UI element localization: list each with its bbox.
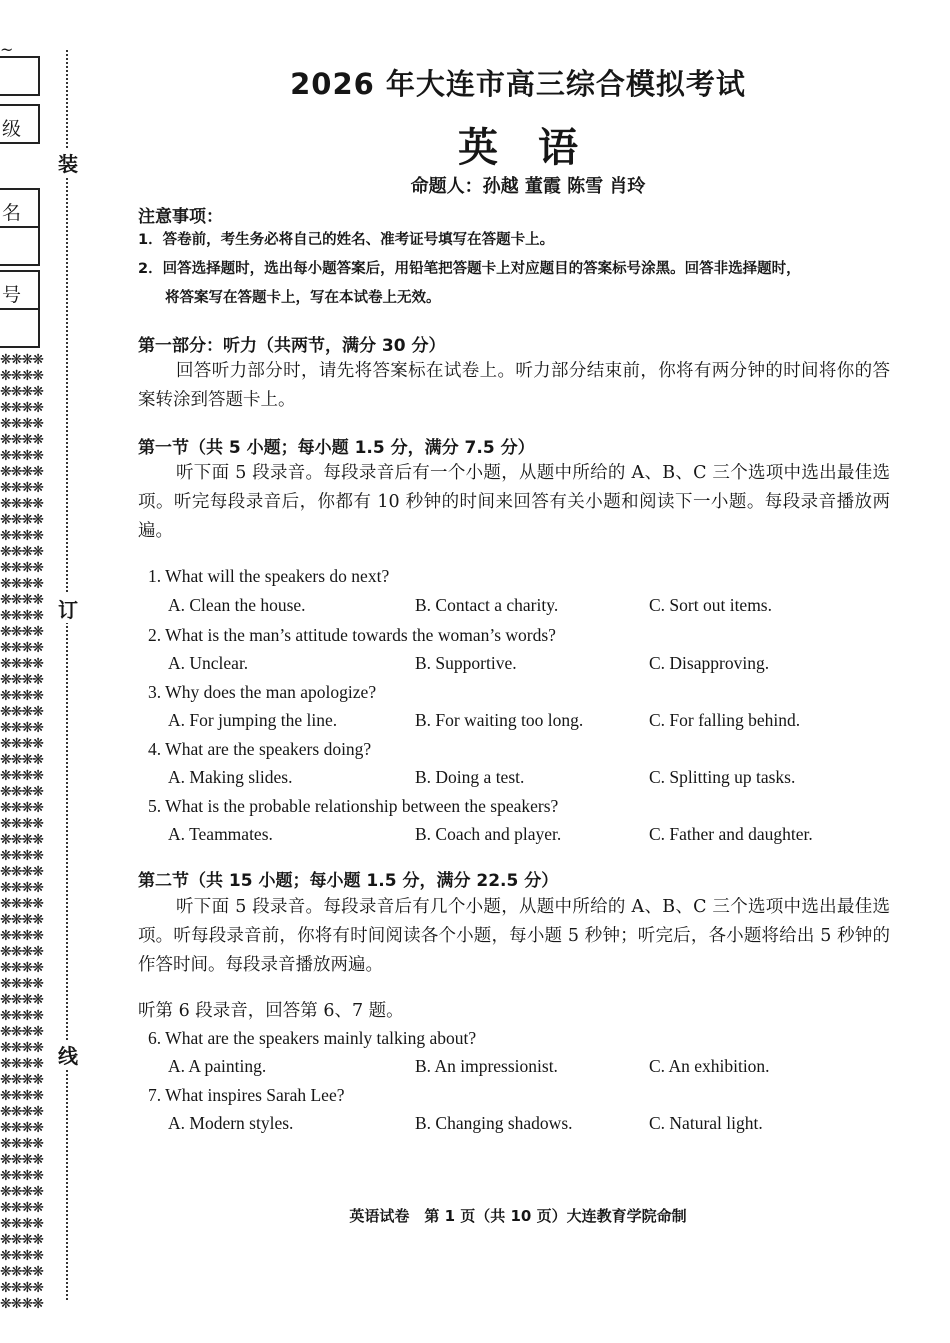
part1-heading: 第一部分：听力（共两节，满分 30 分） — [138, 336, 446, 356]
q2-option-a: A. Unclear. — [168, 653, 249, 673]
authors-line: 命题人：孙越 董霞 陈雪 肖玲 — [410, 176, 646, 197]
q5-option-a: A. Teammates. — [168, 824, 273, 844]
q5-option-b: B. Coach and player. — [415, 824, 562, 844]
part1-intro: 回答听力部分时，请先将答案标在试卷上。听力部分结束前，你将有两分钟的时间将你的答案转涂到答题卡上。 — [138, 361, 890, 410]
dotted-cut-line — [66, 50, 68, 1300]
subject-title: 英语 — [458, 125, 618, 171]
question-7: 7. What inspires Sarah Lee? — [148, 1085, 345, 1105]
section2-heading: 第二节（共 15 小题；每小题 1.5 分，满分 22.5 分） — [138, 871, 559, 891]
notice-heading: 注意事项： — [138, 207, 223, 227]
question-2: 2. What is the man’s attitude towards the woman’s words? — [148, 625, 556, 645]
question-4: 4. What are the speakers doing? — [148, 739, 372, 759]
q7-option-b: B. Changing shadows. — [415, 1113, 573, 1133]
q5-option-c: C. Father and daughter. — [649, 824, 813, 844]
margin-label-class: 级 — [2, 118, 22, 140]
q6-option-a: A. A painting. — [168, 1056, 267, 1076]
margin-label-number: 号 — [2, 284, 22, 306]
q4-option-b: B. Doing a test. — [415, 767, 525, 787]
binding-char-xian: 线 — [58, 1040, 78, 1069]
q2-option-b: B. Supportive. — [415, 653, 517, 673]
margin-box-number-field — [0, 308, 40, 348]
question-3: 3. Why does the man apologize? — [148, 682, 377, 702]
exam-title: 2026 年大连市高三综合模拟考试 — [290, 67, 746, 101]
q3-option-c: C. For falling behind. — [649, 710, 801, 730]
q7-option-a: A. Modern styles. — [168, 1113, 294, 1133]
margin-tick: ~ — [0, 40, 14, 59]
notice-item-1: 1．答卷前，考生务必将自己的姓名、准考证号填写在答题卡上。 — [138, 232, 555, 248]
q1-option-c: C. Sort out items. — [649, 595, 772, 615]
q3-option-b: B. For waiting too long. — [415, 710, 584, 730]
q6-option-c: C. An exhibition. — [649, 1056, 770, 1076]
question-6: 6. What are the speakers mainly talking about? — [148, 1028, 477, 1048]
margin-box-name-field — [0, 226, 40, 266]
section1-intro: 听下面 5 段录音。每段录音后有一个小题，从题中所给的 A、B、C 三个选项中选出最佳选项。听完每段录音后，你都有 10 秒钟的时间来回答有关小题和阅读下一小题。每段录音播放两遍。 — [138, 463, 890, 541]
page-footer: 英语试卷 第 1 页（共 10 页）大连教育学院命制 — [349, 1207, 687, 1225]
section1-heading: 第一节（共 5 小题；每小题 1.5 分，满分 7.5 分） — [138, 438, 535, 458]
q3-option-a: A. For jumping the line. — [168, 710, 338, 730]
q6-option-b: B. An impressionist. — [415, 1056, 558, 1076]
question-1: 1. What will the speakers do next? — [148, 566, 390, 586]
question-5: 5. What is the probable relationship between the speakers? — [148, 796, 559, 816]
q2-option-c: C. Disapproving. — [649, 653, 770, 673]
margin-label-name: 名 — [2, 202, 22, 224]
binding-margin — [0, 0, 80, 1343]
margin-box-class — [0, 56, 40, 96]
group6-instruction: 听第 6 段录音，回答第 6、7 题。 — [138, 1001, 404, 1021]
q1-option-b: B. Contact a charity. — [415, 595, 559, 615]
section2-intro: 听下面 5 段录音。每段录音后有几个小题，从题中所给的 A、B、C 三个选项中选出最佳选项。听每段录音前，你将有时间阅读各个小题，每小题 5 秒钟；听完后，各小题将给出 5 秒钟的作答时间。每段录音播放两遍。 — [138, 897, 890, 975]
binding-char-ding: 订 — [58, 594, 78, 623]
notice-item-2-cont: 将答案写在答题卡上，写在本试卷上无效。 — [165, 290, 441, 306]
notice-list — [138, 226, 898, 313]
notice-item-2: 2．回答选择题时，选出每小题答案后，用铅笔把答题卡上对应题目的答案标号涂黑。回答非选择题时， — [138, 261, 801, 277]
q1-option-a: A. Clean the house. — [168, 595, 306, 615]
binding-char-zhuang: 装 — [58, 148, 78, 177]
decorative-star-border: ❋❋❋❋❋❋❋❋❋❋❋❋❋❋❋❋❋❋❋❋❋❋❋❋❋❋❋❋❋❋❋❋❋❋❋❋❋❋❋❋❋❋❋❋❋❋❋❋❋❋❋❋❋❋❋❋❋❋❋❋❋❋❋❋❋❋❋❋❋❋❋❋❋❋❋❋❋❋❋❋❋❋❋❋❋❋❋❋❋❋❋❋❋❋❋❋❋❋❋❋❋❋❋❋❋❋❋❋❋❋❋❋❋❋❋❋❋❋❋❋❋❋❋❋❋❋❋❋❋❋❋❋❋❋❋❋❋❋❋❋❋❋❋❋❋❋❋❋❋❋❋❋❋❋❋❋❋❋❋❋❋❋❋❋❋❋❋❋❋❋❋❋❋❋❋❋❋❋❋❋❋❋❋❋❋❋❋❋❋❋❋❋❋❋❋❋❋❋❋❋❋❋❋❋❋❋❋❋❋❋❋❋❋❋❋❋❋❋❋❋❋❋❋❋❋❋❋❋❋❋❋❋❋❋❋❋❋❋❋❋ — [0, 352, 43, 1312]
q7-option-c: C. Natural light. — [649, 1113, 763, 1133]
q4-option-c: C. Splitting up tasks. — [649, 767, 796, 787]
q4-option-a: A. Making slides. — [168, 767, 293, 787]
